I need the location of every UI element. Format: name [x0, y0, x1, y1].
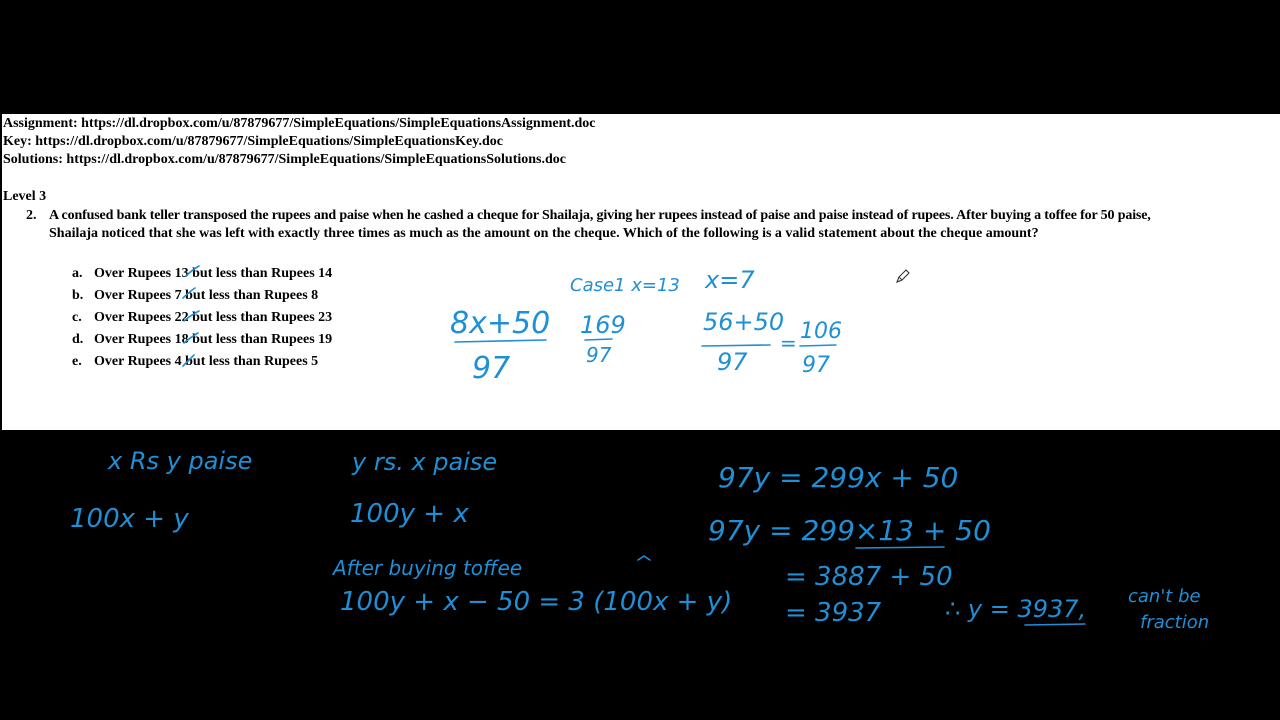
- x7-den: 97: [717, 348, 748, 376]
- underline: [1025, 624, 1085, 625]
- right-step-4b: ∴ y = 3937,: [945, 595, 1087, 623]
- equation: 100y + x − 50 = 3 (100x + y): [340, 587, 733, 617]
- option-text: Over Rupees 18 but less than Rupees 19: [94, 332, 333, 347]
- option-label: a.: [72, 266, 83, 281]
- solutions-link[interactable]: Solutions: https://dl.dropbox.com/u/87879677/SimpleEquations/SimpleEquationsSolutions.doc: [3, 152, 567, 167]
- x7-num: 56+50: [703, 308, 785, 336]
- question-line-1: A confused bank teller transposed the rupees and paise when he cashed a cheque for Shailaja, giving her rupees instead of paise and paise instead of rupees. After buying a toffee for 50 paise,: [49, 208, 1151, 223]
- right-step-1: 97y = 299x + 50: [718, 461, 959, 494]
- x7-res-num: 106: [800, 319, 842, 344]
- question-line-2: Shailaja noticed that she was left with exactly three times as much as the amount on the cheque. Which of the following is a valid statement about the cheque amount?: [49, 226, 1039, 241]
- document-page: [2, 114, 1280, 430]
- key-link[interactable]: Key: https://dl.dropbox.com/u/87879677/SimpleEquations/SimpleEquationsKey.doc: [3, 134, 503, 149]
- option-text: Over Rupees 13 but less than Rupees 14: [94, 266, 333, 281]
- option-label: c.: [72, 310, 82, 325]
- x7-res-den: 97: [802, 353, 830, 378]
- assignment-link[interactable]: Assignment: https://dl.dropbox.com/u/87879677/SimpleEquations/SimpleEquationsAssignment.doc: [3, 116, 596, 131]
- mid-note-1: y rs. x paise: [352, 448, 498, 476]
- after-note: After buying toffee: [333, 556, 523, 580]
- level-heading: Level 3: [3, 189, 47, 204]
- left-note-2: 100x + y: [70, 504, 189, 534]
- x7-equals: =: [780, 331, 797, 355]
- right-step-4: = 3937: [785, 598, 882, 628]
- case-den: 97: [586, 343, 612, 367]
- side-note-2: fraction: [1140, 612, 1210, 633]
- option-a: [72, 265, 332, 282]
- option-text: Over Rupees 7 but less than Rupees 8: [94, 288, 319, 303]
- left-note-1: x Rs y paise: [108, 447, 253, 475]
- right-step-3: = 3887 + 50: [785, 562, 953, 592]
- pencil-cursor-icon: [895, 268, 911, 284]
- question-number: 2.: [26, 208, 37, 223]
- option-c: [72, 309, 332, 326]
- underline: [856, 547, 944, 548]
- option-text: Over Rupees 4 but less than Rupees 5: [94, 354, 319, 369]
- option-label: e.: [72, 354, 82, 369]
- option-b: [72, 287, 318, 304]
- option-d: [72, 331, 332, 348]
- side-note-1: can't be: [1128, 586, 1201, 607]
- mid-note-2: 100y + x: [350, 499, 469, 529]
- frac-left-num: 8x+50: [450, 306, 551, 341]
- option-e: [72, 353, 318, 370]
- hat-mark: [638, 556, 650, 560]
- case-num: 169: [580, 311, 626, 339]
- x7-label: x=7: [705, 266, 755, 294]
- option-label: b.: [72, 288, 84, 303]
- frac-left-den: 97: [472, 351, 511, 386]
- option-label: d.: [72, 332, 84, 347]
- right-step-2: 97y = 299×13 + 50: [708, 514, 991, 547]
- option-text: Over Rupees 22 but less than Rupees 23: [94, 310, 333, 325]
- case-label: Case1 x=13: [570, 275, 680, 296]
